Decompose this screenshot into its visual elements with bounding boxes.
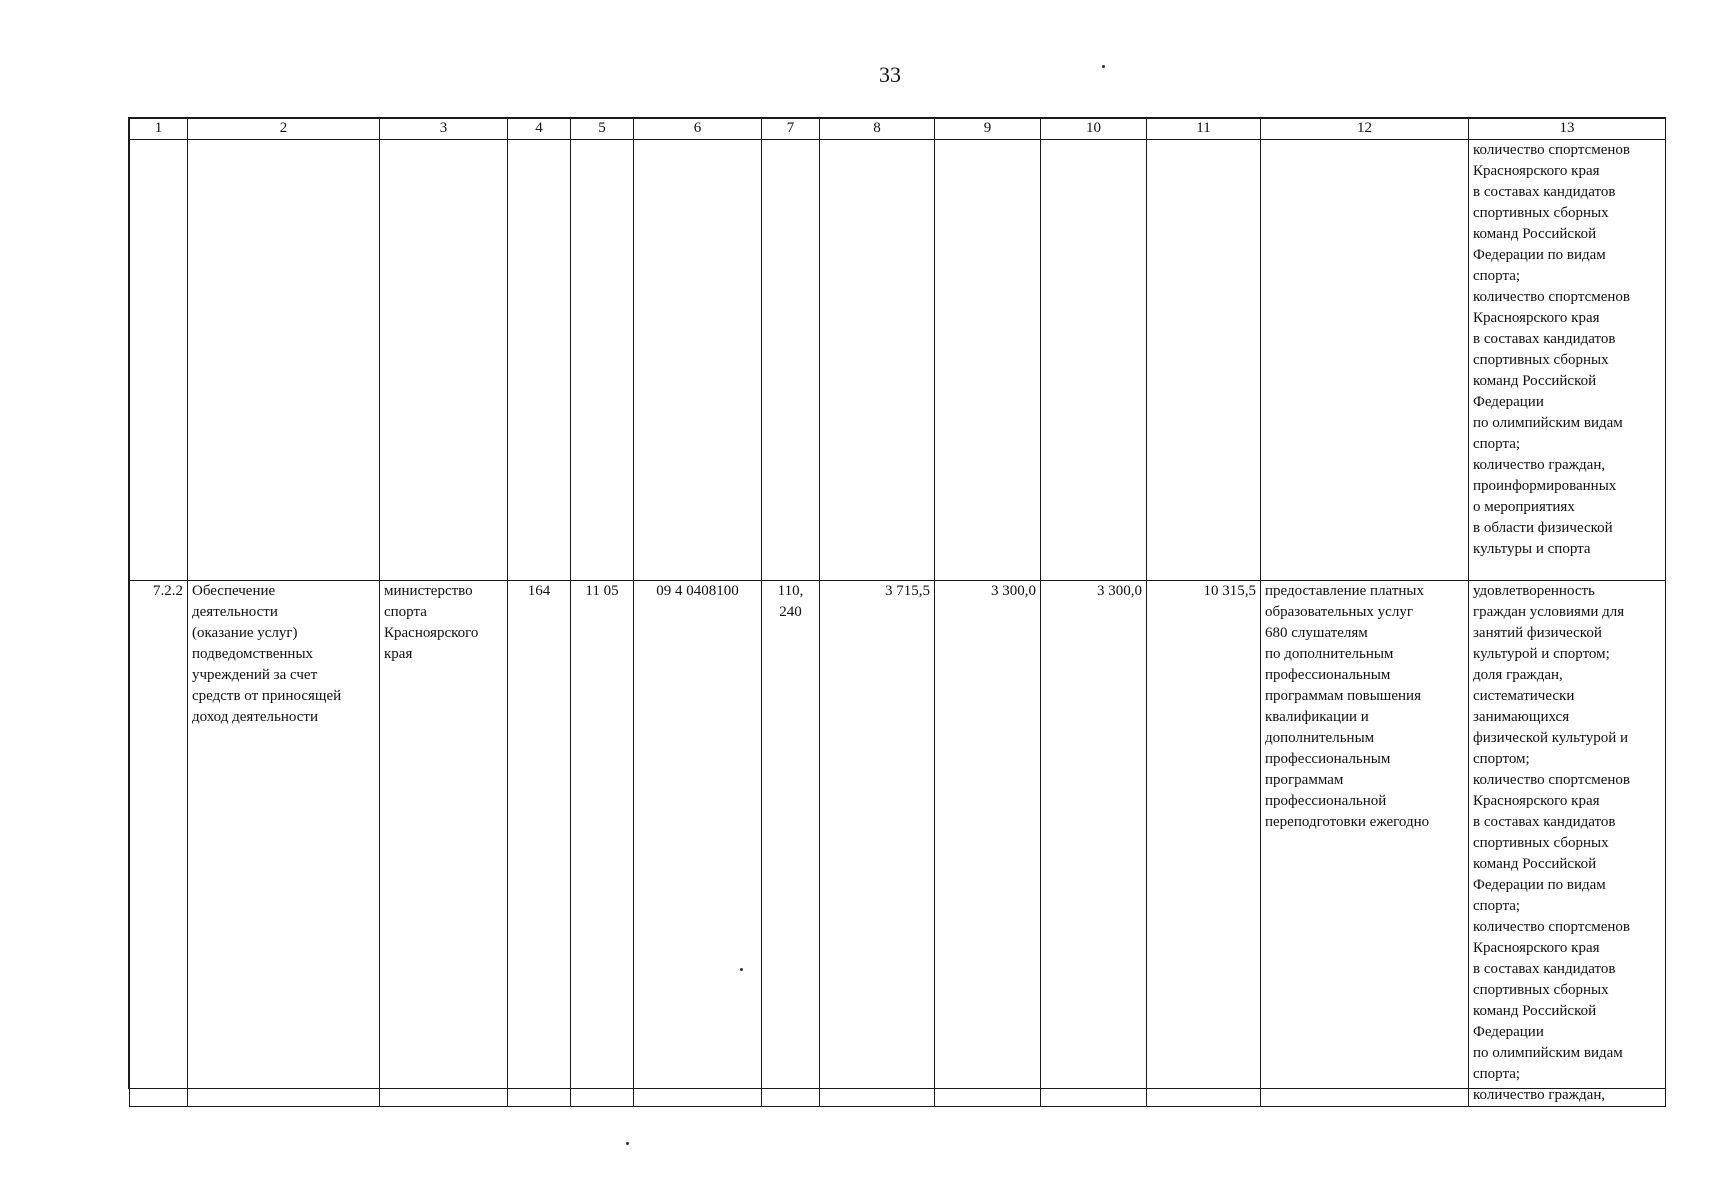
text-line: Федерации по видам — [1473, 877, 1606, 893]
row-executor-cell — [380, 581, 508, 1107]
text-line: в составах кандидатов — [1473, 961, 1616, 977]
empty-cell — [130, 140, 188, 581]
row-name-cell — [188, 581, 380, 1107]
scan-speck — [740, 968, 743, 971]
header-cell: 7 — [762, 119, 820, 140]
empty-cell — [508, 140, 571, 581]
row-grbs: 164 — [508, 581, 571, 1107]
text-line: команд Российской — [1473, 226, 1597, 242]
header-cell: 2 — [188, 119, 380, 140]
text-line: спорта; — [1473, 436, 1521, 452]
text-line: 240 — [779, 604, 802, 620]
text-line: в составах кандидатов — [1473, 184, 1616, 200]
text-line: количество спортсменов — [1473, 142, 1631, 158]
empty-cell — [1041, 140, 1147, 581]
row-year1: 3 715,5 — [820, 581, 935, 1107]
text-line: спорта; — [1473, 1066, 1521, 1082]
text-line: спорта — [384, 604, 427, 620]
header-cell: 4 — [508, 119, 571, 140]
text-line: команд Российской — [1473, 856, 1597, 872]
text-line: Красноярского края — [1473, 310, 1600, 326]
text-line: спорта; — [1473, 898, 1521, 914]
text-line: квалификации и — [1265, 709, 1369, 725]
text-line: занятий физической — [1473, 625, 1602, 641]
text-line: программам — [1265, 772, 1344, 788]
row-code: 7.2.2 — [130, 581, 188, 1107]
text-line: в составах кандидатов — [1473, 814, 1616, 830]
text-line: количество граждан, — [1473, 457, 1606, 473]
text-line: Красноярского — [384, 625, 479, 641]
text-line: Федерации по видам — [1473, 247, 1606, 263]
header-cell: 9 — [935, 119, 1041, 140]
text-line: доход деятельности — [192, 709, 319, 725]
row-year2: 3 300,0 — [935, 581, 1041, 1107]
table-row — [130, 581, 1666, 1107]
text-line: Красноярского края — [1473, 940, 1600, 956]
text-line: спортом; — [1473, 751, 1530, 767]
text-line: спортивных сборных — [1473, 352, 1609, 368]
header-cell: 8 — [820, 119, 935, 140]
text-line: деятельности — [192, 604, 278, 620]
text-line: Федерации — [1473, 1024, 1544, 1040]
text-line: спорта; — [1473, 268, 1521, 284]
header-row — [130, 119, 1666, 140]
text-line: по олимпийским видам — [1473, 1045, 1623, 1061]
text-line: спортивных сборных — [1473, 835, 1609, 851]
empty-cell — [762, 140, 820, 581]
empty-cell — [188, 140, 380, 581]
row-rzpr: 11 05 — [571, 581, 634, 1107]
header-cell: 11 — [1147, 119, 1261, 140]
text-line: количество спортсменов — [1473, 919, 1631, 935]
text-line: граждан условиями для — [1473, 604, 1625, 620]
text-line: количество спортсменов — [1473, 289, 1631, 305]
text-line: систематически — [1473, 688, 1575, 704]
text-line: предоставление платных — [1265, 583, 1424, 599]
header-cell: 13 — [1469, 119, 1666, 140]
text-line: по дополнительным — [1265, 646, 1394, 662]
text-line: культурой и спортом; — [1473, 646, 1610, 662]
text-line: о мероприятиях — [1473, 499, 1575, 515]
text-line: удовлетворенность — [1473, 583, 1595, 599]
text-line: средств от приносящей — [192, 688, 342, 704]
header-cell: 10 — [1041, 119, 1147, 140]
empty-cell — [935, 140, 1041, 581]
text-line: Федерации — [1473, 394, 1544, 410]
text-line: проинформированных — [1473, 478, 1617, 494]
text-line: Обеспечение — [192, 583, 276, 599]
text-line: (оказание услуг) — [192, 625, 298, 641]
text-line: Красноярского края — [1473, 163, 1600, 179]
scan-speck — [626, 1142, 629, 1145]
empty-cell — [1147, 140, 1261, 581]
text-line: переподготовки ежегодно — [1265, 814, 1430, 830]
text-line: профессиональной — [1265, 793, 1387, 809]
text-line: количество граждан, — [1473, 1087, 1606, 1103]
row-vr-cell — [762, 581, 820, 1107]
text-line: в области физической — [1473, 520, 1613, 536]
text-line: доля граждан, — [1473, 667, 1563, 683]
text-line: образовательных услуг — [1265, 604, 1413, 620]
header-cell: 3 — [380, 119, 508, 140]
page-number: 33 — [879, 62, 901, 87]
text-line: края — [384, 646, 413, 662]
row-year3: 3 300,0 — [1041, 581, 1147, 1107]
continuation-indicators-cell — [1469, 140, 1666, 581]
text-line: физической культурой и — [1473, 730, 1629, 746]
text-line: профессиональным — [1265, 751, 1391, 767]
text-line: занимающихся — [1473, 709, 1570, 725]
scan-speck — [1102, 65, 1105, 68]
row-csr: 09 4 0408100 — [634, 581, 762, 1107]
text-line: по олимпийским видам — [1473, 415, 1623, 431]
text-line: команд Российской — [1473, 1003, 1597, 1019]
text-line: Красноярского края — [1473, 793, 1600, 809]
empty-cell — [380, 140, 508, 581]
text-line: профессиональным — [1265, 667, 1391, 683]
text-line: 110, — [777, 583, 804, 599]
header-cell: 12 — [1261, 119, 1469, 140]
row-total: 10 315,5 — [1147, 581, 1261, 1107]
empty-cell — [571, 140, 634, 581]
text-line: министерство — [384, 583, 473, 599]
text-line: подведомственных — [192, 646, 314, 662]
text-line: в составах кандидатов — [1473, 331, 1616, 347]
header-cell: 1 — [130, 119, 188, 140]
empty-cell — [1261, 140, 1469, 581]
text-line: команд Российской — [1473, 373, 1597, 389]
row-result-cell — [1261, 581, 1469, 1107]
text-line: количество спортсменов — [1473, 772, 1631, 788]
text-line: спортивных сборных — [1473, 982, 1609, 998]
text-line: дополнительным — [1265, 730, 1375, 746]
text-line: спортивных сборных — [1473, 205, 1609, 221]
text-line: 680 слушателям — [1265, 625, 1368, 641]
header-cell: 5 — [571, 119, 634, 140]
program-table — [129, 118, 1666, 1107]
header-cell: 6 — [634, 119, 762, 140]
text-line: программам повышения — [1265, 688, 1421, 704]
continuation-row — [130, 140, 1666, 581]
text-line: учреждений за счет — [192, 667, 318, 683]
text-line: культуры и спорта — [1473, 541, 1591, 557]
empty-cell — [634, 140, 762, 581]
row-indicators-cell — [1469, 581, 1666, 1107]
empty-cell — [820, 140, 935, 581]
